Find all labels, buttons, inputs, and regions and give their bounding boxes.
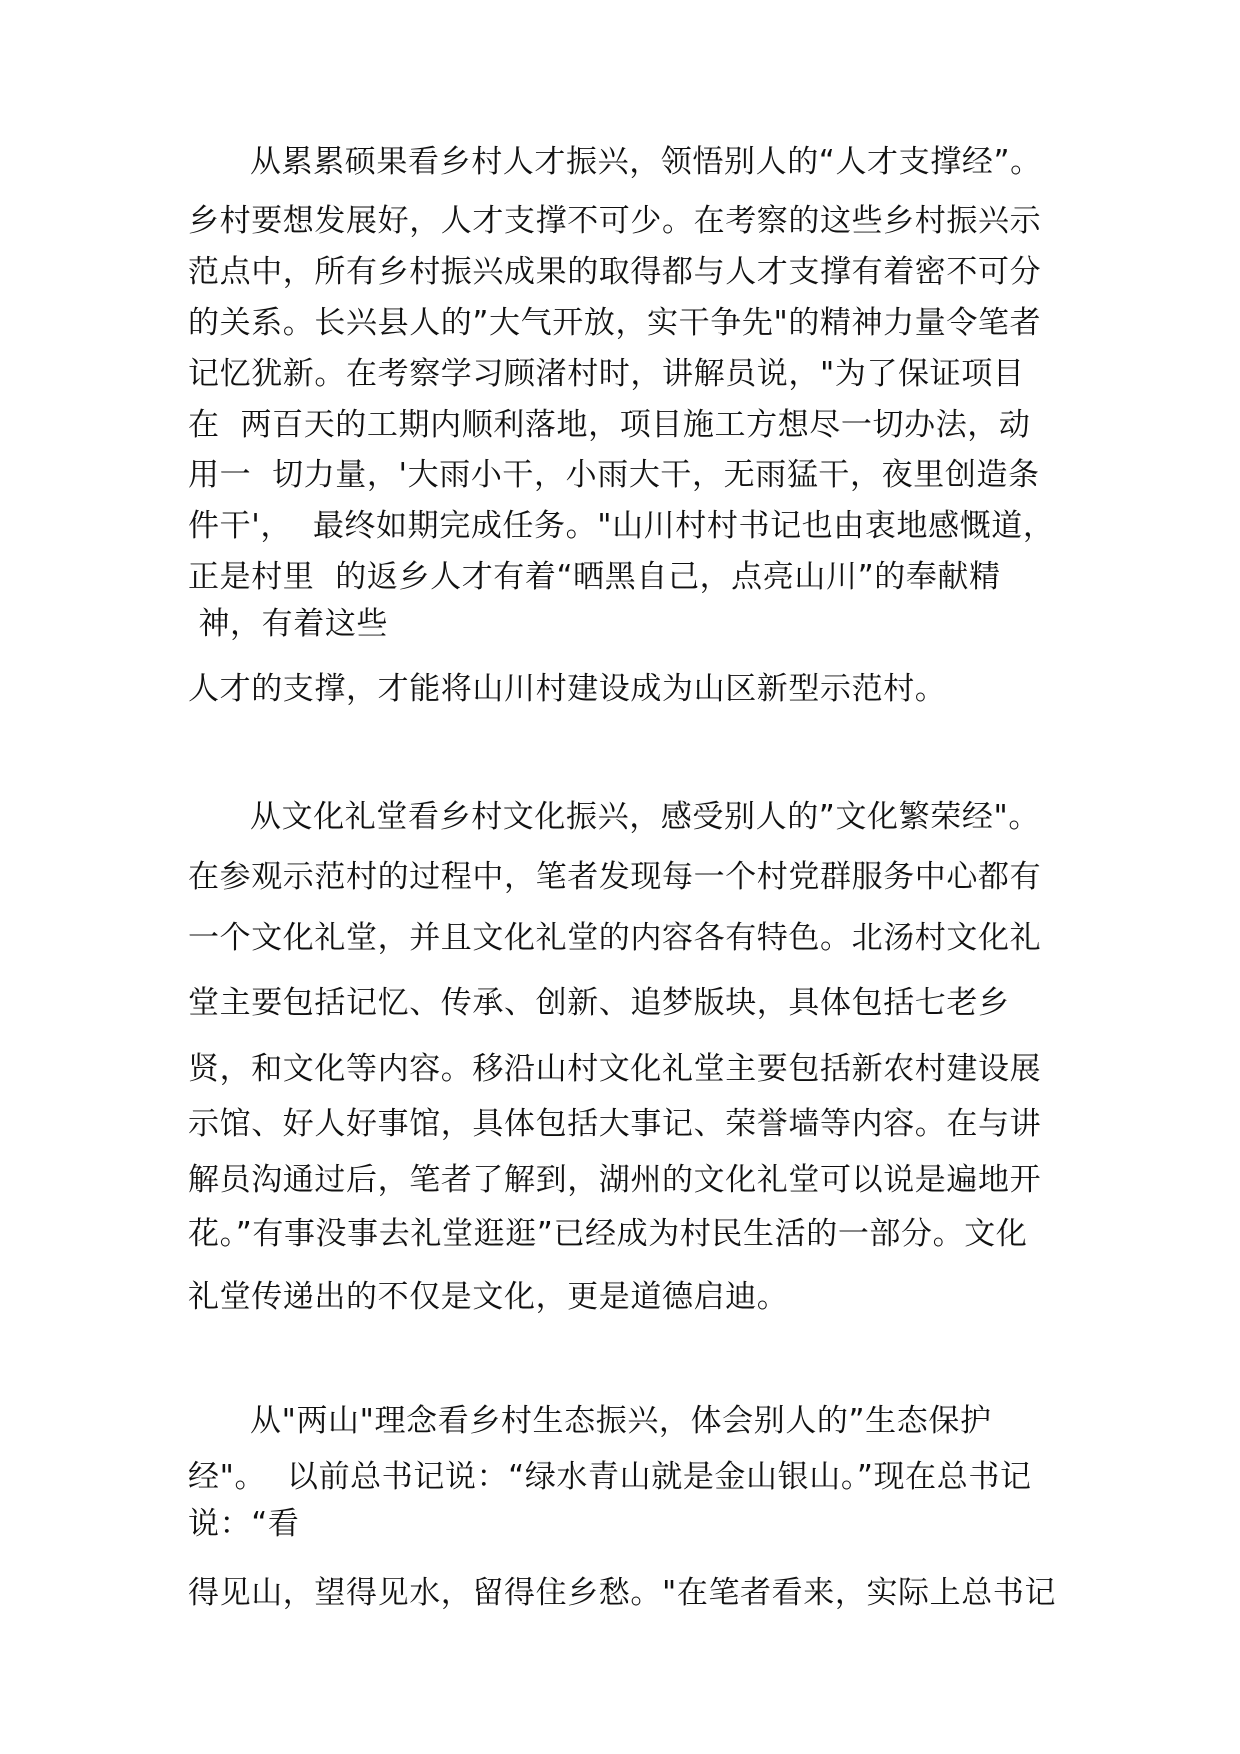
text-line: 神，有着这些 bbox=[188, 606, 389, 642]
text-line: 示馆、好人好事馆，具体包括大事记、荣誉墙等内容。在与讲 bbox=[188, 1106, 1042, 1142]
text-line: 范点中，所有乡村振兴成果的取得都与人才支撑有着密不可分 bbox=[188, 254, 1042, 290]
text-line: 贤，和文化等内容。移沿山村文化礼堂主要包括新农村建设展 bbox=[188, 1051, 1042, 1087]
text-line: 经"。 以前总书记说：“绿水青山就是金山银山。”现在总书记 bbox=[188, 1459, 1032, 1495]
text-line: 的关系。长兴县人的”大气开放，实干争先"的精神力量令笔者 bbox=[188, 305, 1042, 341]
paragraph-heading: 从文化礼堂看乡村文化振兴，感受别人的”文化繁荣经"。 bbox=[250, 799, 1040, 835]
text-line: 花。”有事没事去礼堂逛逛”已经成为村民生活的一部分。文化 bbox=[188, 1216, 1028, 1252]
text-line: 解员沟通过后，笔者了解到，湖州的文化礼堂可以说是遍地开 bbox=[188, 1162, 1042, 1198]
text-line: 正是村里 的返乡人才有着“晒黑自己，点亮山川”的奉献精 bbox=[188, 559, 1001, 595]
text-line: 说：“看 bbox=[188, 1506, 300, 1542]
text-line: 在 两百天的工期内顺利落地，项目施工方想尽一切办法，动 bbox=[188, 407, 1031, 443]
text-line: 乡村要想发展好，人才支撑不可少。在考察的这些乡村振兴示 bbox=[188, 203, 1042, 239]
paragraph-heading: 从"两山"理念看乡村生态振兴，体会别人的”生态保护 bbox=[250, 1403, 992, 1439]
text-line: 得见山，望得见水，留得住乡愁。"在笔者看来，实际上总书记 bbox=[188, 1575, 1057, 1611]
text-line: 一个文化礼堂，并且文化礼堂的内容各有特色。北汤村文化礼 bbox=[188, 920, 1042, 956]
paragraph-heading: 从累累硕果看乡村人才振兴，领悟别人的“人才支撑经”。 bbox=[250, 144, 1042, 180]
text-line: 堂主要包括记忆、传承、创新、追梦版块，具体包括七老乡 bbox=[188, 985, 1010, 1021]
text-line: 礼堂传递出的不仅是文化，更是道德启迪。 bbox=[188, 1279, 789, 1315]
text-line: 记忆犹新。在考察学习顾渚村时，讲解员说，"为了保证项目 bbox=[188, 356, 1025, 392]
text-line: 人才的支撑，才能将山川村建设成为山区新型示范村。 bbox=[188, 671, 947, 707]
text-line: 件干'， 最终如期完成任务。"山川村村书记也由衷地感慨道， bbox=[188, 508, 1055, 544]
text-line: 在参观示范村的过程中，笔者发现每一个村党群服务中心都有 bbox=[188, 859, 1042, 895]
text-line: 用一 切力量，'大雨小干，小雨大干，无雨猛干，夜里创造条 bbox=[188, 457, 1040, 493]
